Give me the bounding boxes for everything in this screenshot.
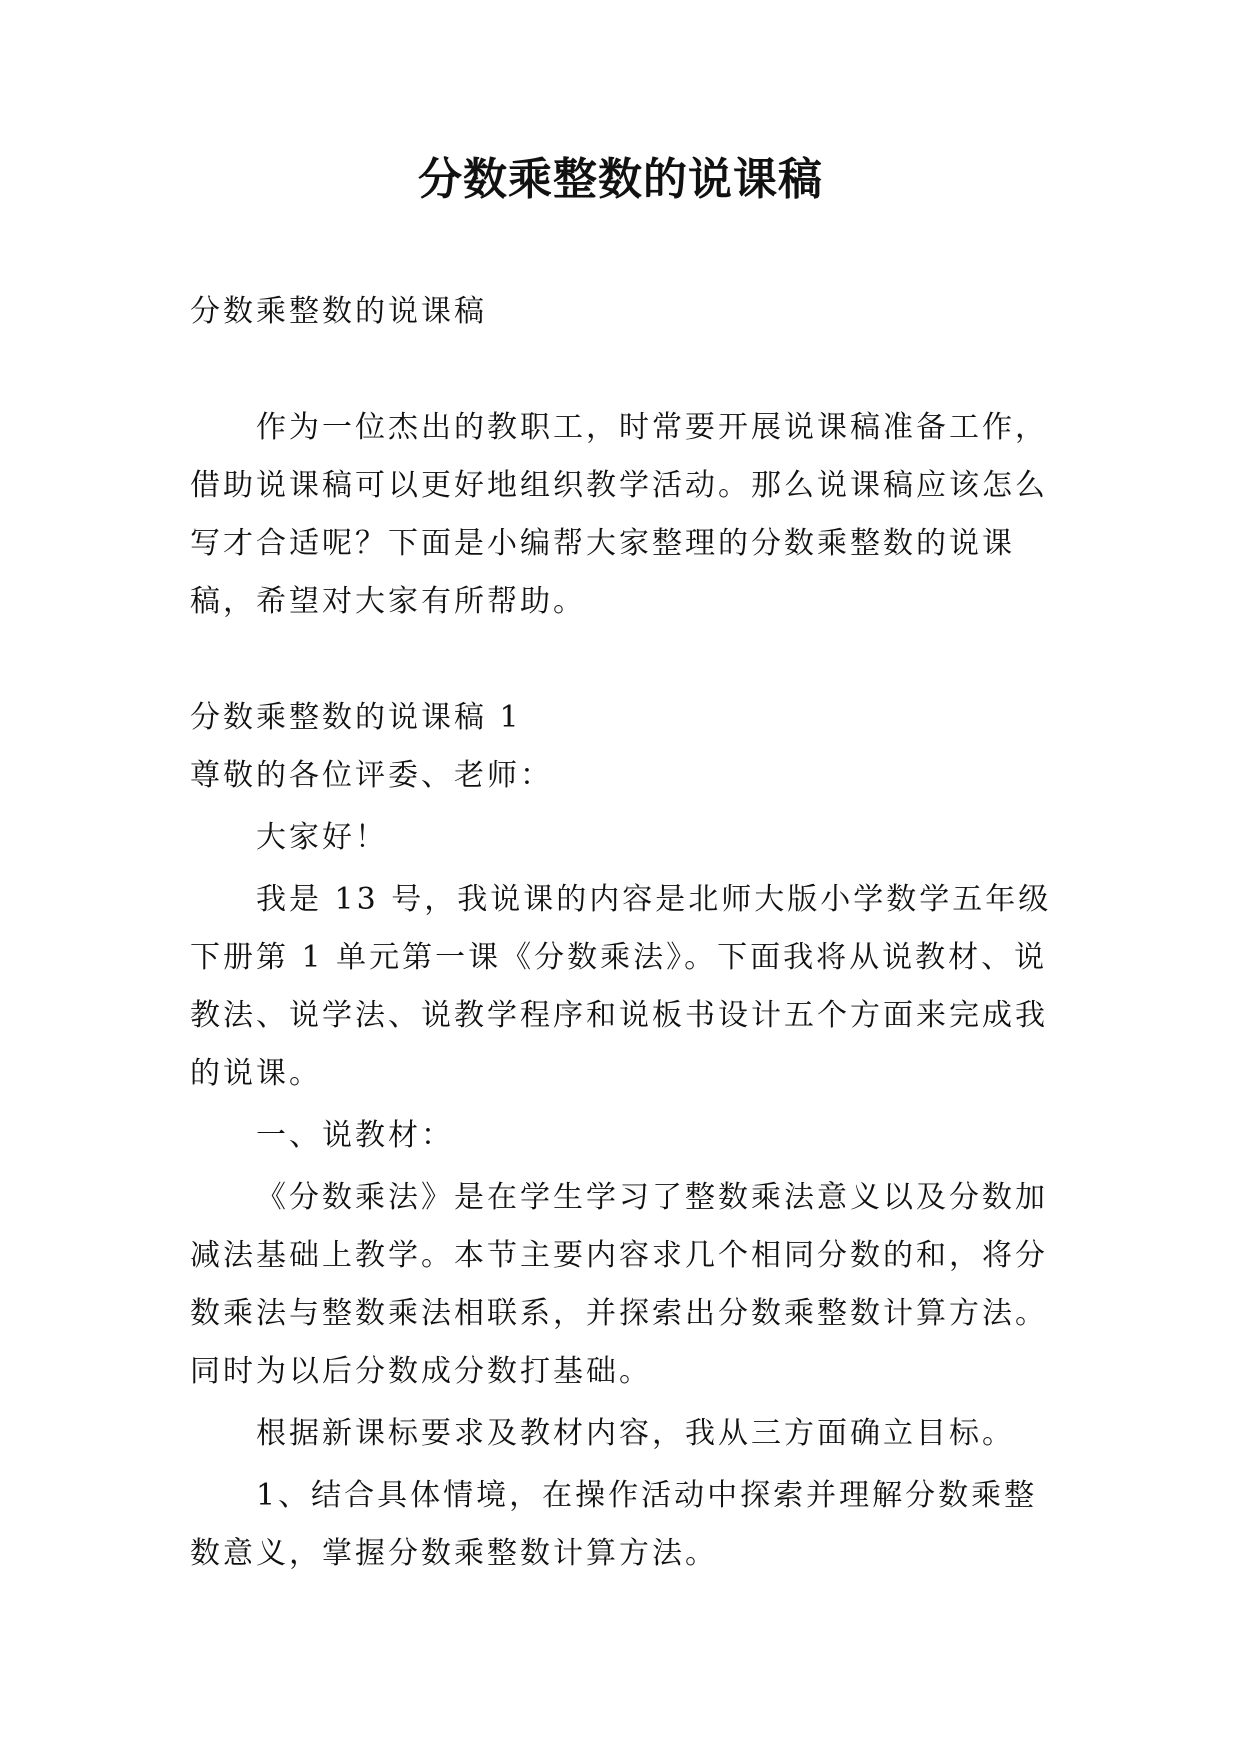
- section-heading: 分数乘整数的说课稿 1: [190, 700, 522, 735]
- salutation: 尊敬的各位评委、老师：: [190, 758, 553, 793]
- greeting: 大家好！: [256, 820, 388, 855]
- paragraph-objectives-intro: 根据新课标要求及教材内容，我从三方面确立目标。: [256, 1416, 1015, 1451]
- paragraph-section-one-heading: 一、说教材：: [256, 1118, 454, 1153]
- paragraph-self-intro: 我是 13 号，我说课的内容是北师大版小学数学五年级下册第 1 单元第一课《分数乘法》。下面我将从说教材、说教法、说学法、说教学程序和说板书设计五个方面来完成我的说课。: [190, 882, 1052, 1091]
- document-title: 分数乘整数的说课稿: [418, 154, 823, 205]
- intro-paragraph: 作为一位杰出的教职工，时常要开展说课稿准备工作，借助说课稿可以更好地组织教学活动。那么说课稿应该怎么写才合适呢？下面是小编帮大家整理的分数乘整数的说课稿，希望对大家有所帮助。: [190, 410, 1048, 619]
- paragraph-objective-one: 1、结合具体情境，在操作活动中探索并理解分数乘整数意义，掌握分数乘整数计算方法。: [190, 1478, 1038, 1571]
- document-body: [190, 283, 1060, 1583]
- paragraph-textbook-description: 《分数乘法》是在学生学习了整数乘法意义以及分数加减法基础上教学。本节主要内容求几个相同分数的和，将分数乘法与整数乘法相联系，并探索出分数乘整数计算方法。同时为以后分数成分数打基础。: [190, 1180, 1048, 1389]
- document-subtitle: 分数乘整数的说课稿: [190, 294, 487, 329]
